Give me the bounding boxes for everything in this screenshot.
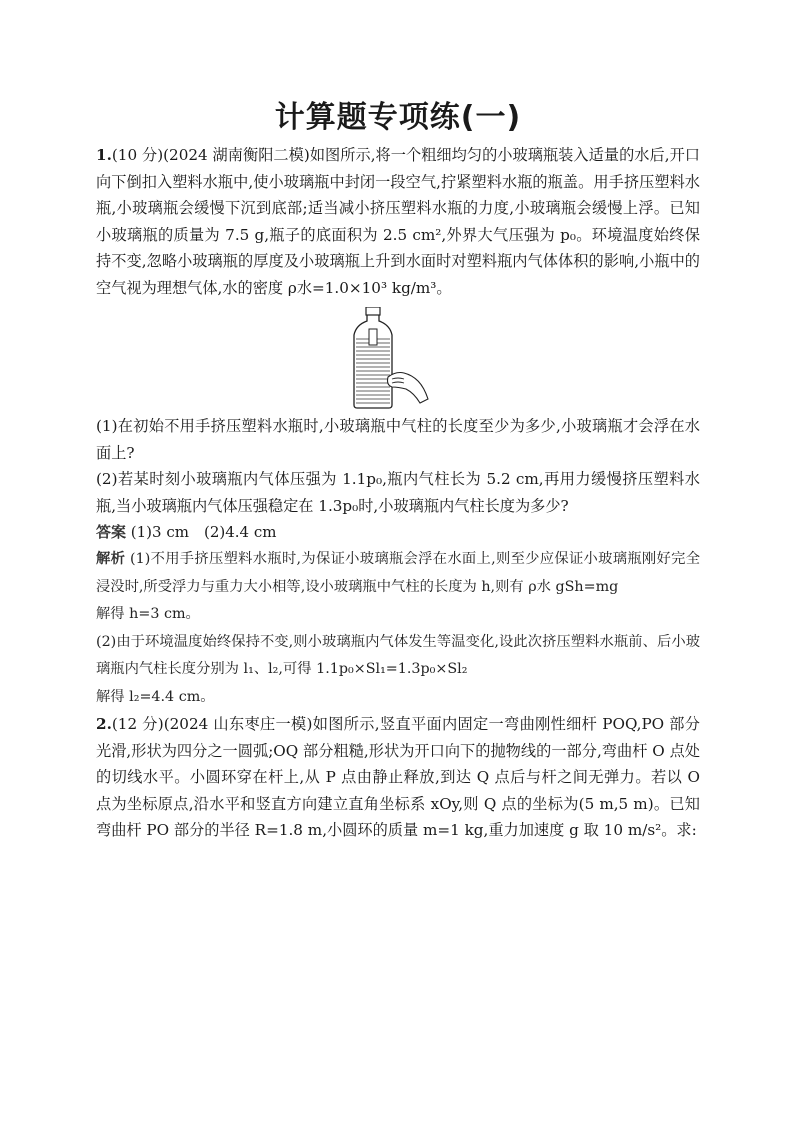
solution-label: 解析 [96, 551, 126, 567]
question-1-number: 1. [96, 146, 112, 164]
solution-1-text: (1)不用手挤压塑料水瓶时,为保证小玻璃瓶会浮在水面上,则至少应保证小玻璃瓶刚好完全浸没时,所受浮力与重力大小相等,设小玻璃瓶中气柱的长度为 h,则有 ρ水 gSh=mg [96, 551, 701, 595]
answer-label: 答案 [96, 523, 127, 541]
solution-2-result: 解得 l₂=4.4 cm。 [96, 688, 215, 705]
solution-1-result: 解得 h=3 cm。 [96, 606, 200, 622]
question-2-text: (12 分)(2024 山东枣庄一模)如图所示,竖直平面内固定一弯曲刚性细杆 POQ,PO 部分光滑,形状为四分之一圆弧;OQ 部分粗糙,形状为开口向下的抛物线的一部分,弯曲杆 O 点处的切线水平。小圆环穿在杆上,从 P 点由静止释放,到达 Q 点后与杆之间无弹力。若以 O 点为坐标原点,沿水平和竖直方向建立直角坐标系 xOy,则 Q 点的坐标为(5 m,5 m)。已知弯曲杆 PO 部分的半径 R=1.8 m,小圆环的质量 m=1 kg,重力加速度 g 取 10 m/s²。求: [96, 715, 700, 839]
question-1-part-2: (2)若某时刻小玻璃瓶内气体压强为 1.1p₀,瓶内气柱长为 5.2 cm,再用力缓慢挤压塑料水瓶,当小玻璃瓶内气体压强稳定在 1.3p₀时,小玻璃瓶内气柱长度为多少? [96, 470, 700, 515]
question-1-stem [96, 142, 700, 301]
page-title: 计算题专项练(一) [274, 100, 522, 135]
answer-line [96, 519, 700, 546]
question-1-part-1: (1)在初始不用手挤压塑料水瓶时,小玻璃瓶中气柱的长度至少为多少,小玻璃瓶才会浮在水面上? [96, 417, 700, 462]
page [96, 96, 700, 844]
question-2-number: 2. [96, 715, 112, 733]
solution-part-2: (2)由于环境温度始终保持不变,则小玻璃瓶内气体发生等温变化,设此次挤压塑料水瓶前、后小玻璃瓶内气柱长度分别为 l₁、l₂,可得 1.1p₀×Sl₁=1.3p₀×Sl₂ [96, 633, 700, 677]
answer-text: (1)3 cm (2)4.4 cm [126, 523, 277, 541]
question-2-stem [96, 711, 700, 844]
solution-part-1 [96, 546, 700, 601]
bottle-figure [96, 307, 700, 409]
question-1-text: (10 分)(2024 湖南衡阳二模)如图所示,将一个粗细均匀的小玻璃瓶装入适量的水后,开口向下倒扣入塑料水瓶中,使小玻璃瓶中封闭一段空气,拧紧塑料水瓶的瓶盖。用手挤压塑料水瓶,小玻璃瓶会缓慢下沉到底部;适当减小挤压塑料水瓶的力度,小玻璃瓶会缓慢上浮。已知小玻璃瓶的质量为 7.5 g,瓶子的底面积为 2.5 cm²,外界大气压强为 p₀。环境温度始终保持不变,忽略小玻璃瓶的厚度及小玻璃瓶上升到水面时对塑料瓶内气体体积的影响,小瓶中的空气视为理想气体,水的密度 ρ水=1.0×10³ kg/m³。 [96, 146, 700, 297]
bottle-illustration [348, 307, 440, 409]
